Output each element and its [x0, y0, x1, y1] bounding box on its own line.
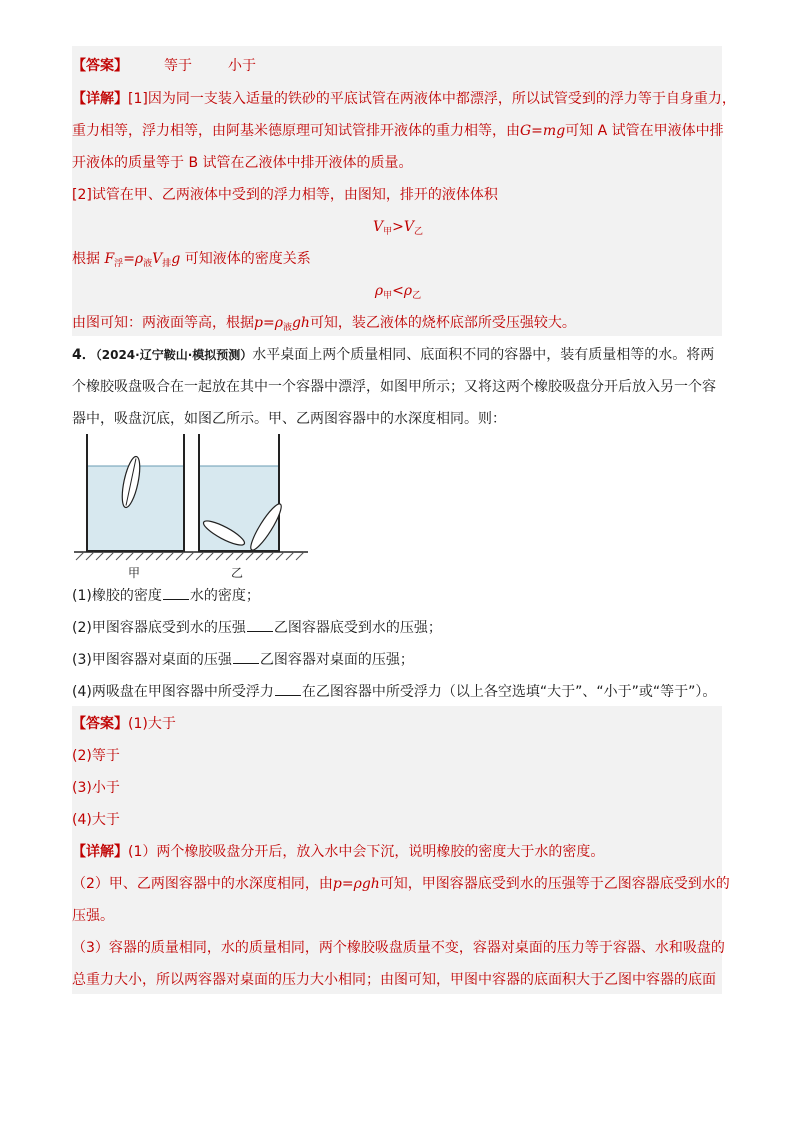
q4-detail-line-1 — [72, 842, 724, 862]
q4-detail-line-2 — [72, 874, 730, 894]
equation-density — [72, 281, 724, 303]
answer-tag: 【答案】 — [72, 58, 128, 74]
equation-volume — [72, 217, 724, 239]
eq-sub: 液 — [282, 323, 292, 333]
question-text: 水平桌面上两个质量相同、底面积不同的容器中，装有质量相等的水。将两 — [252, 347, 715, 363]
formula: G=mg — [520, 123, 566, 139]
detail-text: 可知，甲图容器底受到水的压强等于乙图容器底受到水的 — [379, 876, 730, 892]
answer-blank[interactable] — [163, 587, 189, 600]
eq-sub: 浮 — [114, 259, 124, 269]
detail-tag: 【详解】 — [72, 844, 128, 860]
eq-var: g — [171, 251, 181, 267]
detail-text: （2）甲、乙两图容器中的水深度相同，由 — [72, 876, 333, 892]
detail-text: 由图可知：两液面等高，根据 — [72, 315, 254, 331]
formula: p=ρgh — [332, 876, 380, 892]
detail-text: (1）两个橡胶吸盘分开后，放入水中会下沉，说明橡胶的密度大于水的密度。 — [128, 844, 605, 860]
eq-sub: 甲 — [383, 227, 393, 237]
subquestion-text: 在乙图容器中所受浮力（以上各空选填“大于”、“小于”或“等于”）。 — [301, 684, 717, 700]
eq-sub: 排 — [162, 259, 172, 269]
q4-answer-line-2: (2)等于 — [72, 748, 120, 764]
prev-detail-line-2 — [72, 121, 724, 141]
answer-value: (1)大于 — [128, 716, 176, 732]
answer-blank[interactable] — [247, 619, 273, 632]
table-hatching — [76, 552, 304, 560]
q4-answer-line-1 — [72, 714, 724, 734]
detail-text: [1]因为同一支装入适量的铁砂的平底试管在两液体中都漂浮，所以试管受到的浮力等于自身重力， — [128, 91, 736, 107]
eq-var: V — [403, 219, 414, 235]
prev-answer-line — [72, 56, 724, 76]
prev-detail-line-3: 开液体的质量等于 B 试管在乙液体中排开液体的质量。 — [72, 155, 413, 171]
q4-answer-line-4: (4)大于 — [72, 812, 120, 828]
figure-label-left: 甲 — [127, 566, 141, 580]
subquestion-2 — [72, 618, 724, 638]
answer-blank[interactable] — [275, 683, 301, 696]
subquestion-text: (3)甲图容器对桌面的压强 — [72, 652, 232, 668]
prev-detail-line-5 — [72, 249, 724, 271]
question-4-line-2: 个橡胶吸盘吸合在一起放在其中一个容器中漂浮，如图甲所示；又将这两个橡胶吸盘分开后放入另一个容 — [72, 379, 716, 395]
subquestion-4 — [72, 682, 724, 702]
detail-tag: 【详解】 — [72, 91, 128, 107]
q4-detail-line-5: 总重力大小，所以两容器对桌面的压力大小相同；由图可知，甲图中容器的底面积大于乙图中容器的底面 — [72, 972, 716, 988]
subquestion-text: (4)两吸盘在甲图容器中所受浮力 — [72, 684, 274, 700]
detail-text: 可知 A 试管在甲液体中排 — [565, 123, 724, 139]
eq-sub: 乙 — [413, 227, 423, 237]
answer-tag: 【答案】 — [72, 716, 128, 732]
subquestion-1 — [72, 586, 724, 606]
prev-detail-line-6 — [72, 313, 724, 335]
prev-detail-line-1 — [72, 89, 736, 109]
eq-op: =ρ — [123, 251, 144, 267]
eq-var: ρ — [374, 283, 384, 299]
q4-answer-line-3: (3)小于 — [72, 780, 120, 796]
eq-var: F — [104, 251, 115, 267]
prev-detail-line-4: [2]试管在甲、乙两液体中受到的浮力相等，由图知，排开的液体体积 — [72, 187, 498, 203]
question-4-line-1 — [72, 345, 724, 365]
subquestion-text: 水的密度； — [189, 588, 260, 604]
eq-sub: 液 — [143, 259, 153, 269]
eq-op: < — [392, 283, 404, 299]
detail-text: 根据 — [72, 251, 100, 267]
eq-var: p=ρ — [254, 315, 283, 331]
eq-var: V — [372, 219, 384, 235]
answer-value-1: 等于 — [164, 58, 192, 74]
subquestion-text: 乙图容器对桌面的压强； — [259, 652, 414, 668]
eq-sub: 甲 — [383, 291, 393, 301]
question-number: 4． — [72, 347, 96, 363]
q4-detail-line-4: （3）容器的质量相同，水的质量相同，两个橡胶吸盘质量不变，容器对桌面的压力等于容器、水和吸盘的 — [72, 940, 725, 956]
subquestion-3 — [72, 650, 724, 670]
detail-text: 可知，装乙液体的烧杯底部所受压强较大。 — [309, 315, 576, 331]
eq-var: gh — [291, 315, 310, 331]
eq-var: V — [152, 251, 163, 267]
eq-var: ρ — [403, 283, 413, 299]
answer-blank[interactable] — [233, 651, 259, 664]
subquestion-text: 乙图容器底受到水的压强； — [273, 620, 442, 636]
subquestion-text: (1)橡胶的密度 — [72, 588, 162, 604]
question-source: （2024·辽宁鞍山·模拟预测） — [95, 348, 253, 362]
question-4-line-3: 器中，吸盘沉底，如图乙所示。甲、乙两图容器中的水深度相同。则： — [72, 411, 506, 427]
answer-value-2: 小于 — [228, 58, 256, 74]
detail-text: 重力相等，浮力相等，由阿基米德原理可知试管排开液体的重力相等，由 — [72, 123, 520, 139]
eq-sub: 乙 — [412, 291, 422, 301]
subquestion-text: (2)甲图容器底受到水的压强 — [72, 620, 246, 636]
figure-label-right: 乙 — [230, 566, 244, 580]
containers-figure — [72, 432, 322, 582]
detail-text: 可知液体的密度关系 — [184, 251, 311, 267]
eq-op: > — [392, 219, 404, 235]
q4-detail-line-3: 压强。 — [72, 908, 114, 924]
